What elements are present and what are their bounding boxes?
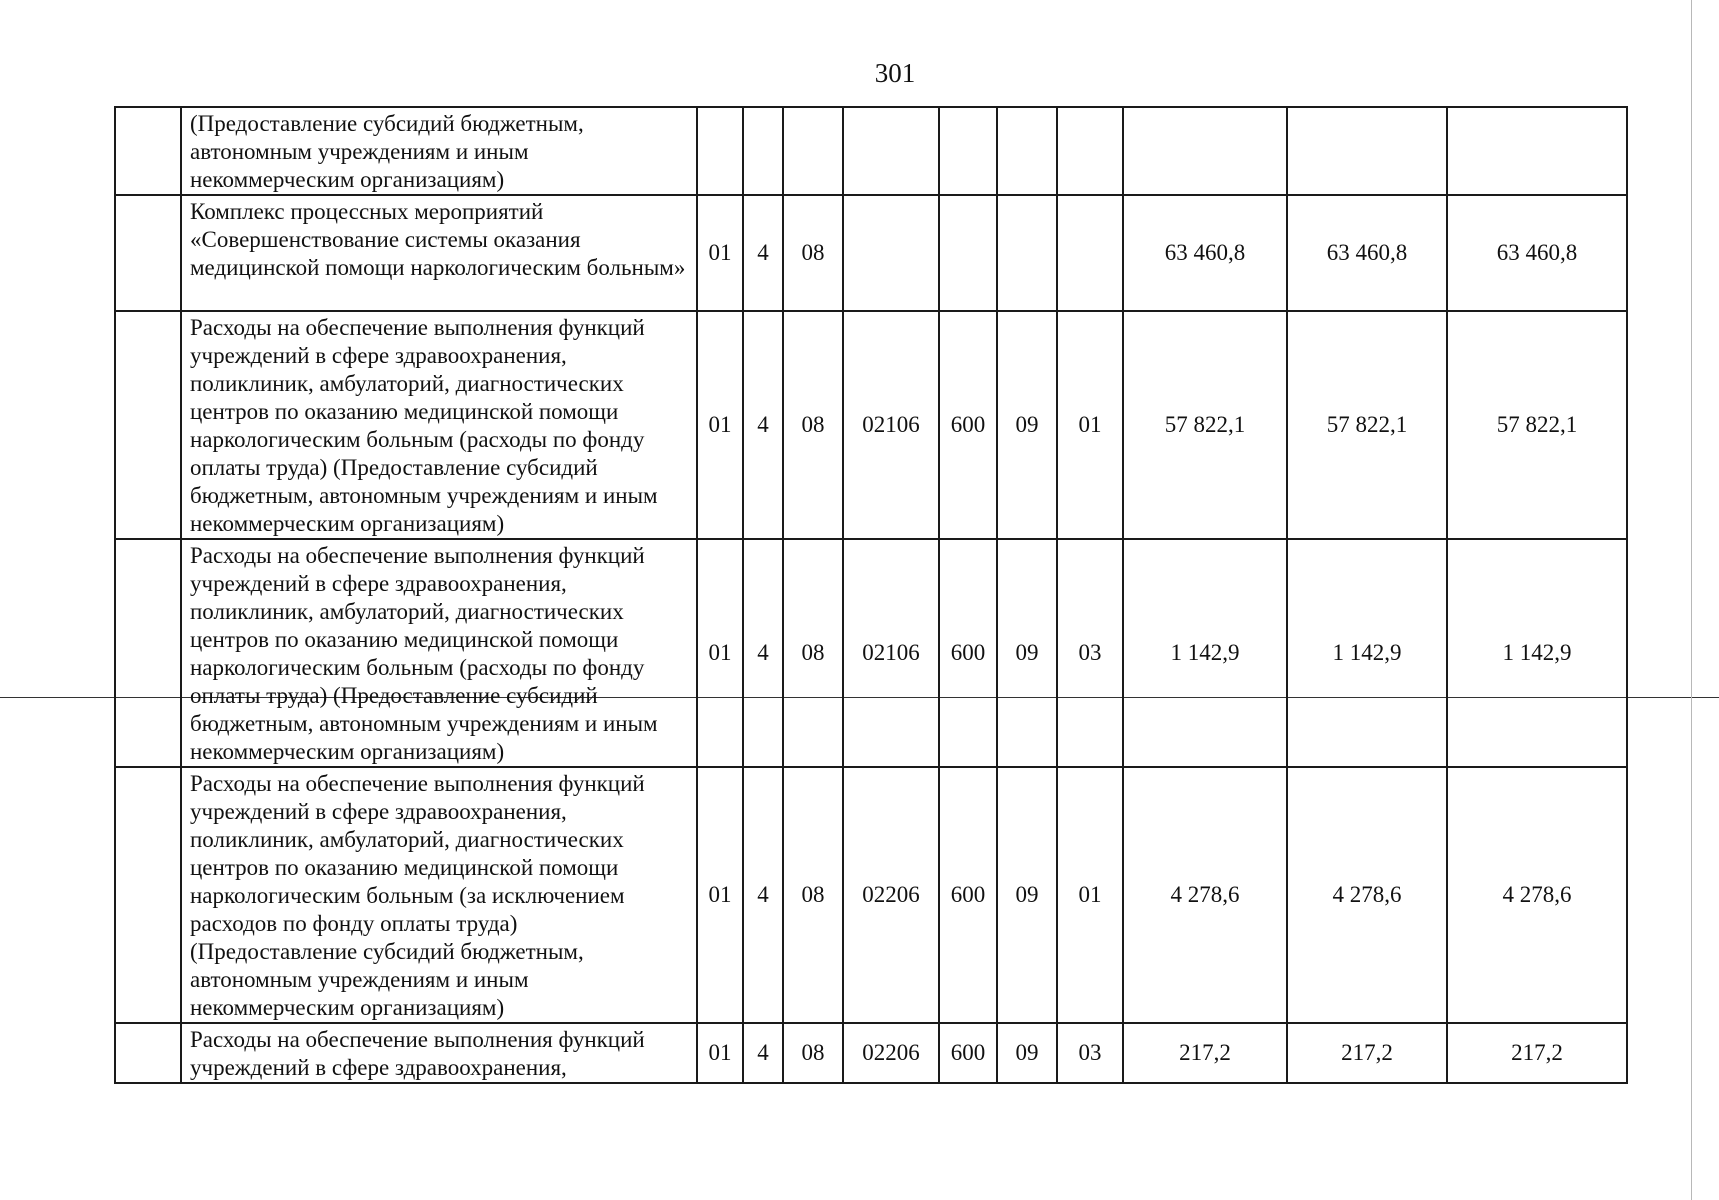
- code-cell: 09: [997, 767, 1057, 1023]
- code-cell: 600: [939, 539, 997, 767]
- code-cell: [997, 107, 1057, 195]
- table-row: [115, 1023, 1627, 1083]
- amount-cell: 4 278,6: [1287, 767, 1447, 1023]
- amount-cell: 63 460,8: [1447, 195, 1627, 311]
- code-cell: 02206: [843, 1023, 939, 1083]
- table-row: [115, 195, 1627, 311]
- row-description: Расходы на обеспечение выполнения функций учреждений в сфере здравоохранения, поликлиник, амбулаторий, диагностических центров по оказанию медицинской помощи наркологическим больным (расходы по фонду оплаты труда) (Предоставление субсидий бюджетным, автономным учреждениям и иным некоммерческим организациям): [181, 311, 697, 539]
- code-cell: [783, 107, 843, 195]
- code-cell: 08: [783, 311, 843, 539]
- code-cell: 4: [743, 539, 783, 767]
- code-cell: 09: [997, 1023, 1057, 1083]
- code-cell: 01: [1057, 767, 1123, 1023]
- row-description: Расходы на обеспечение выполнения функций учреждений в сфере здравоохранения, поликлиник, амбулаторий, диагностических центров по оказанию медицинской помощи наркологическим больным (за исключением расходов по фонду оплаты труда) (Предоставление субсидий бюджетным, автономным учреждениям и иным некоммерческим организациям): [181, 767, 697, 1023]
- code-cell: 600: [939, 311, 997, 539]
- amount-cell: 4 278,6: [1123, 767, 1287, 1023]
- code-cell: 02106: [843, 539, 939, 767]
- code-cell: 08: [783, 195, 843, 311]
- budget-table: [114, 106, 1628, 1084]
- code-cell: 600: [939, 767, 997, 1023]
- code-cell: 08: [783, 767, 843, 1023]
- code-cell: 01: [697, 767, 743, 1023]
- code-cell: 01: [1057, 311, 1123, 539]
- row-description: Расходы на обеспечение выполнения функций учреждений в сфере здравоохранения,: [181, 1023, 697, 1083]
- amount-cell: 217,2: [1447, 1023, 1627, 1083]
- table-row: [115, 107, 1627, 195]
- code-cell: [1057, 107, 1123, 195]
- table-row: [115, 767, 1627, 1023]
- amount-cell: 217,2: [1123, 1023, 1287, 1083]
- amount-cell: 57 822,1: [1123, 311, 1287, 539]
- amount-cell: 1 142,9: [1287, 539, 1447, 767]
- scan-edge-line: [1691, 0, 1692, 1200]
- amount-cell: 63 460,8: [1123, 195, 1287, 311]
- code-cell: [1057, 195, 1123, 311]
- row-marker-cell: [115, 767, 181, 1023]
- code-cell: [843, 107, 939, 195]
- row-marker-cell: [115, 195, 181, 311]
- amount-cell: [1447, 107, 1627, 195]
- row-marker-cell: [115, 1023, 181, 1083]
- row-marker-cell: [115, 311, 181, 539]
- code-cell: 08: [783, 1023, 843, 1083]
- code-cell: 4: [743, 767, 783, 1023]
- code-cell: 09: [997, 539, 1057, 767]
- row-marker-cell: [115, 107, 181, 195]
- amount-cell: 57 822,1: [1287, 311, 1447, 539]
- code-cell: 09: [997, 311, 1057, 539]
- amount-cell: 217,2: [1287, 1023, 1447, 1083]
- amount-cell: 4 278,6: [1447, 767, 1627, 1023]
- code-cell: [843, 195, 939, 311]
- code-cell: 03: [1057, 539, 1123, 767]
- row-description: (Предоставление субсидий бюджетным, автономным учреждениям и иным некоммерческим организациям): [181, 107, 697, 195]
- code-cell: 600: [939, 1023, 997, 1083]
- row-description: Комплекс процессных мероприятий «Совершенствование системы оказания медицинской помощи наркологическим больным»: [181, 195, 697, 311]
- row-marker-cell: [115, 539, 181, 767]
- code-cell: [997, 195, 1057, 311]
- code-cell: [697, 107, 743, 195]
- code-cell: [743, 107, 783, 195]
- amount-cell: [1287, 107, 1447, 195]
- amount-cell: 63 460,8: [1287, 195, 1447, 311]
- code-cell: 02106: [843, 311, 939, 539]
- table-row: [115, 539, 1627, 767]
- amount-cell: 1 142,9: [1123, 539, 1287, 767]
- code-cell: 01: [697, 195, 743, 311]
- amount-cell: [1123, 107, 1287, 195]
- code-cell: 03: [1057, 1023, 1123, 1083]
- code-cell: [939, 195, 997, 311]
- code-cell: 01: [697, 311, 743, 539]
- amount-cell: 57 822,1: [1447, 311, 1627, 539]
- amount-cell: 1 142,9: [1447, 539, 1627, 767]
- code-cell: 08: [783, 539, 843, 767]
- page-number: 301: [874, 58, 916, 88]
- row-description: Расходы на обеспечение выполнения функций учреждений в сфере здравоохранения, поликлиник, амбулаторий, диагностических центров по оказанию медицинской помощи наркологическим больным (расходы по фонду оплаты труда) (Предоставление субсидий бюджетным, автономным учреждениям и иным некоммерческим организациям): [181, 539, 697, 767]
- code-cell: 02206: [843, 767, 939, 1023]
- table-row: [115, 311, 1627, 539]
- code-cell: 01: [697, 1023, 743, 1083]
- code-cell: 4: [743, 195, 783, 311]
- code-cell: 01: [697, 539, 743, 767]
- code-cell: 4: [743, 1023, 783, 1083]
- code-cell: [939, 107, 997, 195]
- code-cell: 4: [743, 311, 783, 539]
